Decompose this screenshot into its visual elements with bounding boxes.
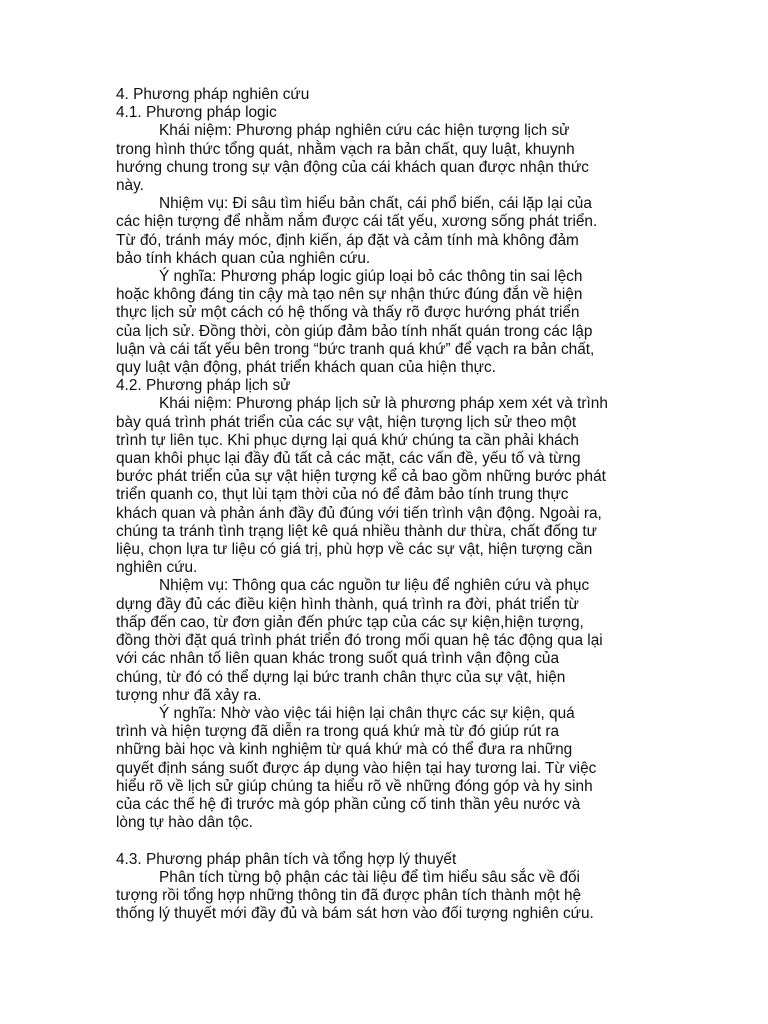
paragraph-line: Từ đó, tránh máy móc, định kiến, áp đặt và cảm tính mà không đảm: [116, 231, 579, 249]
paragraph-line: liệu, chọn lựa tư liệu có giá trị, phù hợp về các sự vật, hiện tượng cần: [116, 541, 593, 559]
paragraph-first-line: Phân tích từng bộ phận các tài liệu để tìm hiểu sâu sắc về đối: [159, 868, 580, 886]
paragraph-first-line: Nhiệm vụ: Thông qua các nguồn tư liệu để nghiên cứu và phục: [159, 577, 590, 595]
paragraph-line: những bài học và kinh nghiệm từ quá khứ mà có thể đưa ra những: [116, 741, 573, 759]
paragraph-line: với các nhân tố liên quan khác trong suốt quá trình vận động của: [116, 650, 560, 668]
paragraph-line: tượng rồi tổng hợp những thông tin đã được phân tích thành một hệ: [116, 886, 582, 904]
paragraph-line: chúng, từ đó có thể dựng lại bức tranh chân thực của sự vật, hiện: [116, 668, 566, 686]
paragraph-line: bày quá trình phát triển của các sự vật, hiện tượng lịch sử theo một: [116, 413, 577, 431]
paragraph-line: hiểu rõ về lịch sử giúp chúng ta hiểu rõ về những đóng góp và hy sinh: [116, 777, 593, 795]
paragraph-line: luận và cái tất yếu bên trong “bức tranh quá khứ” để vạch ra bản chất,: [116, 340, 595, 358]
paragraph-line: thấp đến cao, từ đơn giản đến phức tạp của các sự kiện,hiện tượng,: [116, 613, 584, 631]
paragraph-line: các hiện tượng để nhằm nắm được cái tất yếu, xương sống phát triển.: [116, 213, 598, 231]
paragraph-line: chúng ta tránh tình trạng liệt kê quá nhiều thành dư thừa, chất đống tư: [116, 522, 597, 540]
paragraph-line: quy luật vận động, phát triển khách quan của hiện thực.: [116, 359, 496, 377]
paragraph-line: nghiên cứu.: [116, 559, 198, 577]
paragraph-line: trong hình thức tổng quát, nhằm vạch ra bản chất, quy luật, khuynh: [116, 140, 575, 158]
section-heading: 4.3. Phương pháp phân tích và tổng hợp lý thuyết: [116, 850, 457, 868]
paragraph-line: triển quanh co, thụt lùi tạm thời của nó để đảm bảo tính trung thực: [116, 486, 569, 504]
section-heading: 4.2. Phương pháp lịch sử: [116, 377, 291, 395]
paragraph-line: dựng đầy đủ các điều kiện hình thành, quá trình ra đời, phát triển từ: [116, 595, 579, 613]
paragraph-first-line: Nhiệm vụ: Đi sâu tìm hiểu bản chất, cái phổ biến, cái lặp lại của: [159, 195, 592, 213]
paragraph-line: khách quan và phản ánh đầy đủ đúng với tiến trình vận động. Ngoài ra,: [116, 504, 602, 522]
paragraph-line: của các thế hệ đi trước mà góp phần củng cố tinh thần yêu nước và: [116, 795, 581, 813]
section-heading: 4.1. Phương pháp logic: [116, 104, 277, 122]
paragraph-line: thực lịch sử một cách có hệ thống và thấy rõ được hướng phát triển: [116, 304, 580, 322]
paragraph-line: bảo tính khách quan của nghiên cứu.: [116, 249, 371, 267]
blank-line: [116, 832, 656, 850]
paragraph-line: đồng thời đặt quá trình phát triển đó trong mối quan hệ tác động qua lại: [116, 632, 603, 650]
section-heading: 4. Phương pháp nghiên cứu: [116, 86, 310, 103]
paragraph-line: hoặc không đáng tin cậy mà tạo nên sự nhận thức đúng đắn về hiện: [116, 286, 583, 304]
paragraph-line: bước phát triển của sự vật hiện tượng kể cả bao gồm những bước phát: [116, 468, 606, 486]
paragraph-line: này.: [116, 177, 144, 195]
paragraph-first-line: Ý nghĩa: Nhờ vào việc tái hiện lại chân thực các sự kiện, quá: [159, 704, 575, 722]
paragraph-first-line: Ý nghĩa: Phương pháp logic giúp loại bỏ các thông tin sai lệch: [159, 268, 583, 286]
paragraph-line: quan khôi phục lại đầy đủ tất cả các mặt, các vấn đề, yếu tố và từng: [116, 450, 581, 468]
paragraph-line: trình tự liên tục. Khi phục dựng lại quá khứ chúng ta cần phải khách: [116, 431, 579, 449]
paragraph-line: hướng chung trong sự vận động của cái khách quan được nhận thức: [116, 158, 589, 176]
paragraph-line: trình và hiện tượng đã diễn ra trong quá khứ mà từ đó giúp rút ra: [116, 723, 560, 741]
paragraph-first-line: Khái niệm: Phương pháp lịch sử là phương pháp xem xét và trình: [159, 395, 608, 413]
paragraph-line: thống lý thuyết mới đầy đủ và bám sát hơn vào đối tượng nghiên cứu.: [116, 905, 594, 923]
paragraph-line: quyết định sáng suốt được áp dụng vào hiện tại hay tương lai. Từ việc: [116, 759, 597, 777]
document-page: [116, 86, 656, 923]
paragraph-line: tượng như đã xảy ra.: [116, 686, 262, 704]
paragraph-first-line: Khái niệm: Phương pháp nghiên cứu các hiện tượng lịch sử: [159, 122, 570, 140]
paragraph-line: lòng tự hào dân tộc.: [116, 814, 253, 832]
paragraph-line: của lịch sử. Đồng thời, còn giúp đảm bảo tính nhất quán trong các lập: [116, 322, 593, 340]
